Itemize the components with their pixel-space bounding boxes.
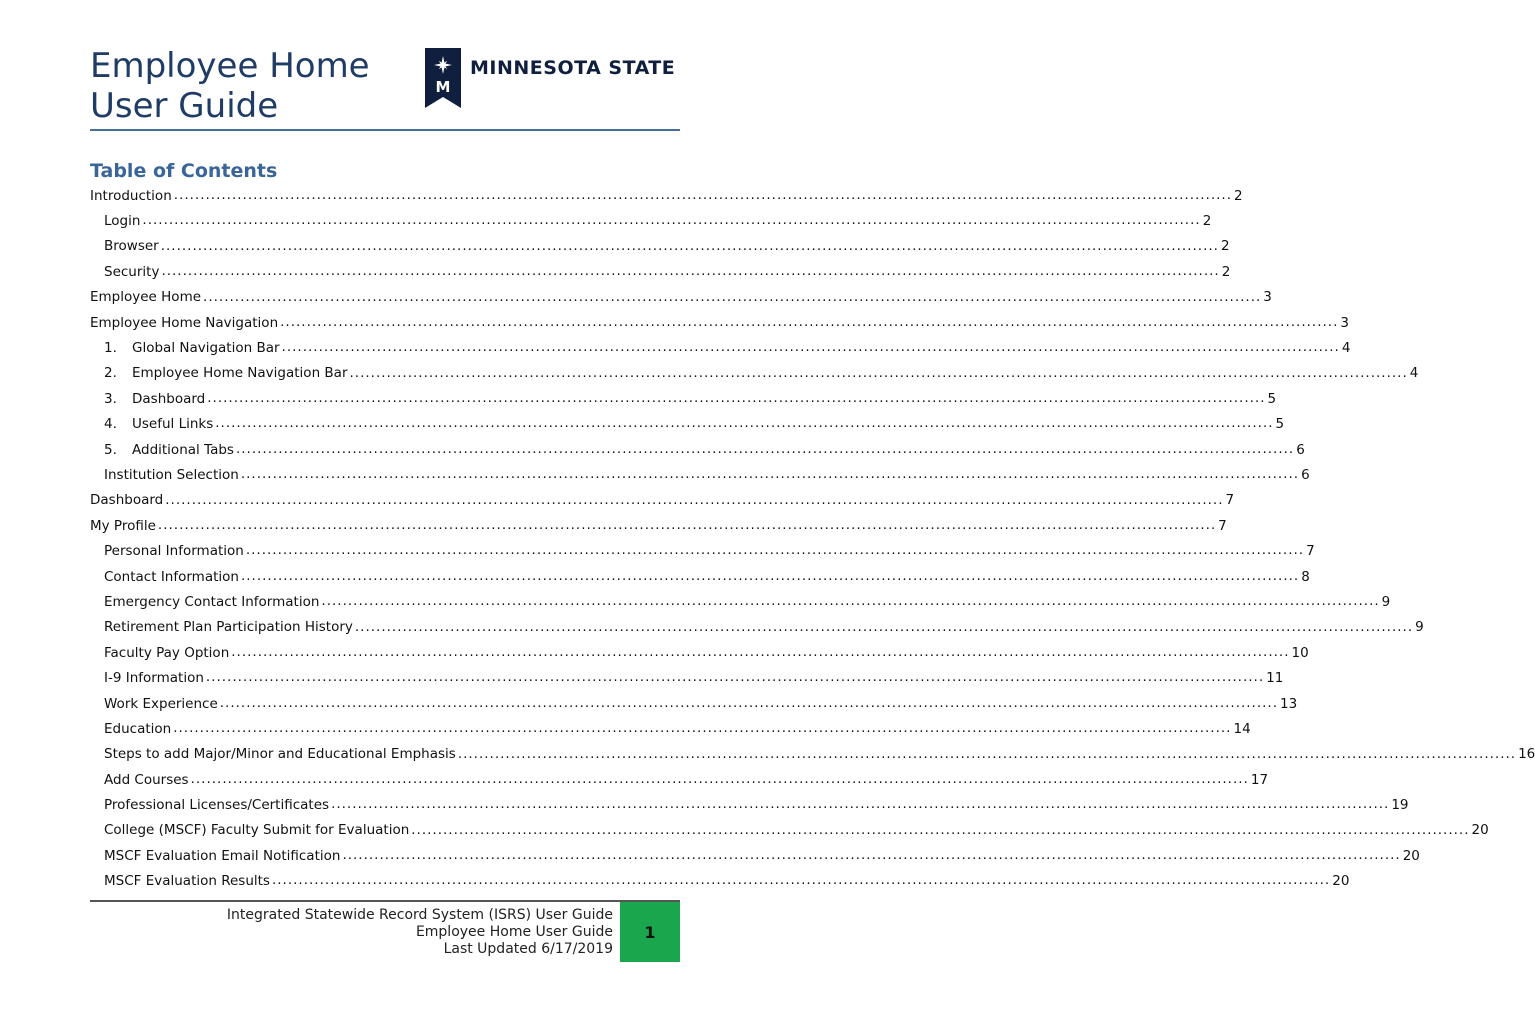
- toc-entry-label: Faculty Pay Option: [104, 644, 230, 661]
- footer-line-1: Integrated Statewide Record System (ISRS) User Guide: [226, 907, 613, 923]
- toc-entry-label: Employee Home Navigation: [90, 314, 279, 331]
- toc-entry[interactable]: [90, 843, 1420, 868]
- toc-entry-page: 5: [1275, 416, 1285, 433]
- toc-dot-leader: ........................................................................................................................................................................................................: [219, 694, 1279, 711]
- minnesota-state-logo-mark: [425, 48, 461, 108]
- toc-dot-leader: ........................................................................................................................................................................................................: [280, 313, 1339, 330]
- toc-entry-label: Institution Selection: [104, 466, 239, 483]
- toc-entry[interactable]: [90, 488, 1235, 513]
- toc-dot-leader: ........................................................................................................................................................................................................: [161, 263, 1220, 280]
- toc-entry-page: 7: [1225, 492, 1235, 509]
- toc-entry-number: 1.: [104, 340, 117, 357]
- toc-entry-page: 20: [1471, 822, 1489, 839]
- toc-dot-leader: ........................................................................................................................................................................................................: [331, 796, 1390, 813]
- toc-entry[interactable]: [90, 615, 1424, 640]
- footer-divider: [90, 900, 680, 902]
- toc-dot-leader: ........................................................................................................................................................................................................: [215, 415, 1274, 432]
- toc-dot-leader: ........................................................................................................................................................................................................: [245, 542, 1305, 559]
- toc-entry-label: Introduction: [90, 187, 172, 204]
- toc-entry-label: Dashboard: [132, 390, 206, 407]
- toc-entry-page: 8: [1301, 568, 1310, 585]
- toc-entry[interactable]: [90, 665, 1284, 690]
- toc-entry-label: MSCF Evaluation Results: [104, 873, 270, 890]
- toc-entry-label: My Profile: [90, 517, 156, 534]
- toc-entry-page: 11: [1266, 670, 1284, 687]
- footer-text: [227, 907, 613, 958]
- footer-line-3: Last Updated 6/17/2019: [443, 941, 613, 957]
- toc-entry-label: Login: [104, 213, 141, 230]
- toc-dot-leader: ........................................................................................................................................................................................................: [207, 390, 1266, 407]
- toc-entry-page: 3: [1263, 289, 1272, 306]
- toc-dot-leader: ........................................................................................................................................................................................................: [411, 821, 1470, 838]
- toc-entry-label: Browser: [104, 238, 159, 255]
- toc-entry-page: 6: [1296, 441, 1305, 458]
- toc-entry-page: 4: [1409, 365, 1419, 382]
- toc-entry[interactable]: [90, 513, 1227, 538]
- toc-entry[interactable]: [90, 716, 1251, 741]
- toc-entry-label: Employee Home: [90, 289, 202, 306]
- toc-entry-number: 2.: [104, 365, 117, 382]
- toc-entry-label: MSCF Evaluation Email Notification: [104, 847, 341, 864]
- toc-entry-page: 2: [1220, 238, 1230, 255]
- title-line-2: User Guide: [90, 86, 279, 126]
- toc-dot-leader: ........................................................................................................................................................................................................: [235, 440, 1295, 457]
- toc-heading: Table of Contents: [90, 160, 278, 182]
- toc-entry[interactable]: [90, 386, 1277, 411]
- toc-entry-number: 3.: [104, 390, 117, 407]
- toc-dot-leader: ........................................................................................................................................................................................................: [231, 643, 1290, 660]
- toc-entry[interactable]: [90, 361, 1419, 386]
- toc-entry-page: 9: [1381, 593, 1391, 610]
- toc-entry-page: 13: [1280, 695, 1298, 712]
- toc-entry-page: 6: [1301, 466, 1310, 483]
- toc-dot-leader: ........................................................................................................................................................................................................: [240, 567, 1300, 584]
- toc-entry[interactable]: [90, 742, 1535, 767]
- toc-dot-leader: ........................................................................................................................................................................................................: [173, 720, 1232, 737]
- toc-entry[interactable]: [90, 183, 1243, 208]
- toc-entry-page: 9: [1415, 619, 1424, 636]
- table-of-contents: [90, 183, 1535, 894]
- toc-entry-label: Employee Home Navigation Bar: [132, 365, 348, 382]
- toc-dot-leader: ........................................................................................................................................................................................................: [349, 364, 1408, 381]
- toc-dot-leader: ........................................................................................................................................................................................................: [321, 593, 1380, 610]
- toc-dot-leader: ........................................................................................................................................................................................................: [190, 770, 1249, 787]
- toc-entry-page: 2: [1221, 263, 1231, 280]
- toc-dot-leader: ........................................................................................................................................................................................................: [240, 466, 1300, 483]
- toc-entry[interactable]: [90, 412, 1285, 437]
- toc-entry-label: Retirement Plan Participation History: [104, 619, 353, 636]
- toc-entry-label: Professional Licenses/Certificates: [104, 797, 330, 814]
- toc-entry-page: 7: [1218, 517, 1227, 534]
- toc-entry[interactable]: [90, 589, 1391, 614]
- toc-dot-leader: ........................................................................................................................................................................................................: [160, 237, 1219, 254]
- toc-dot-leader: ........................................................................................................................................................................................................: [342, 847, 1401, 864]
- toc-dot-leader: ........................................................................................................................................................................................................: [142, 212, 1201, 229]
- toc-entry[interactable]: [90, 437, 1305, 462]
- toc-entry[interactable]: [90, 462, 1310, 487]
- toc-entry-page: 7: [1306, 543, 1315, 560]
- toc-entry[interactable]: [90, 259, 1231, 284]
- toc-entry-label: College (MSCF) Faculty Submit for Evaluation: [104, 822, 410, 839]
- toc-entry-page: 16: [1518, 746, 1535, 763]
- toc-dot-leader: ........................................................................................................................................................................................................: [203, 288, 1262, 305]
- toc-entry-number: 4.: [104, 416, 117, 433]
- toc-entry-page: 19: [1391, 797, 1409, 814]
- toc-entry-page: 20: [1402, 847, 1420, 864]
- toc-entry-label: Emergency Contact Information: [104, 593, 320, 610]
- toc-entry-page: 2: [1202, 213, 1212, 230]
- toc-entry-number: 5.: [104, 441, 117, 458]
- toc-entry-label: Education: [104, 720, 172, 737]
- toc-entry[interactable]: [90, 640, 1309, 665]
- toc-entry-page: 2: [1234, 187, 1243, 204]
- toc-dot-leader: ........................................................................................................................................................................................................: [354, 618, 1414, 635]
- toc-entry-label: Steps to add Major/Minor and Educational Emphasis: [104, 746, 456, 763]
- toc-entry[interactable]: [90, 818, 1489, 843]
- toc-entry[interactable]: [90, 335, 1351, 360]
- toc-entry[interactable]: [90, 691, 1298, 716]
- logo-mark-letter: M: [435, 78, 451, 96]
- toc-dot-leader: ........................................................................................................................................................................................................: [271, 872, 1331, 889]
- page-number: 1: [644, 922, 656, 942]
- toc-entry[interactable]: [90, 767, 1269, 792]
- toc-entry-page: 10: [1291, 644, 1309, 661]
- toc-entry-label: I-9 Information: [104, 670, 204, 687]
- toc-dot-leader: ........................................................................................................................................................................................................: [457, 745, 1517, 762]
- toc-dot-leader: ........................................................................................................................................................................................................: [173, 186, 1233, 203]
- toc-entry-page: 3: [1340, 314, 1349, 331]
- toc-entry-label: Contact Information: [104, 568, 239, 585]
- page-number-badge: [620, 902, 680, 962]
- toc-dot-leader: ........................................................................................................................................................................................................: [281, 339, 1340, 356]
- title-line-1: Employee Home: [90, 46, 370, 86]
- footer-line-2: Employee Home User Guide: [415, 924, 613, 940]
- toc-entry[interactable]: [90, 564, 1310, 589]
- toc-entry-label: Dashboard: [90, 492, 164, 509]
- logo-wordmark: MINNESOTA STATE: [470, 57, 676, 79]
- toc-entry-label: Personal Information: [104, 543, 244, 560]
- toc-entry[interactable]: [90, 869, 1350, 894]
- toc-entry-page: 14: [1233, 720, 1251, 737]
- toc-entry-label: Useful Links: [132, 416, 214, 433]
- toc-entry[interactable]: [90, 538, 1315, 563]
- toc-dot-leader: ........................................................................................................................................................................................................: [205, 669, 1265, 686]
- toc-entry-label: Add Courses: [104, 771, 189, 788]
- document-title: [90, 46, 370, 126]
- toc-entry-label: Global Navigation Bar: [132, 340, 280, 357]
- toc-entry[interactable]: [90, 208, 1212, 233]
- toc-entry-page: 5: [1267, 390, 1277, 407]
- toc-entry-label: Security: [104, 263, 160, 280]
- header-divider: [90, 129, 680, 131]
- toc-entry[interactable]: [90, 792, 1409, 817]
- toc-entry[interactable]: [90, 285, 1272, 310]
- toc-entry-page: 17: [1250, 771, 1269, 788]
- toc-entry[interactable]: [90, 234, 1230, 259]
- toc-entry[interactable]: [90, 310, 1349, 335]
- toc-dot-leader: ........................................................................................................................................................................................................: [165, 491, 1224, 508]
- toc-entry-label: Work Experience: [104, 695, 218, 712]
- toc-dot-leader: ........................................................................................................................................................................................................: [157, 517, 1217, 534]
- toc-entry-page: 20: [1332, 873, 1350, 890]
- toc-entry-label: Additional Tabs: [132, 441, 234, 458]
- toc-entry-page: 4: [1341, 340, 1351, 357]
